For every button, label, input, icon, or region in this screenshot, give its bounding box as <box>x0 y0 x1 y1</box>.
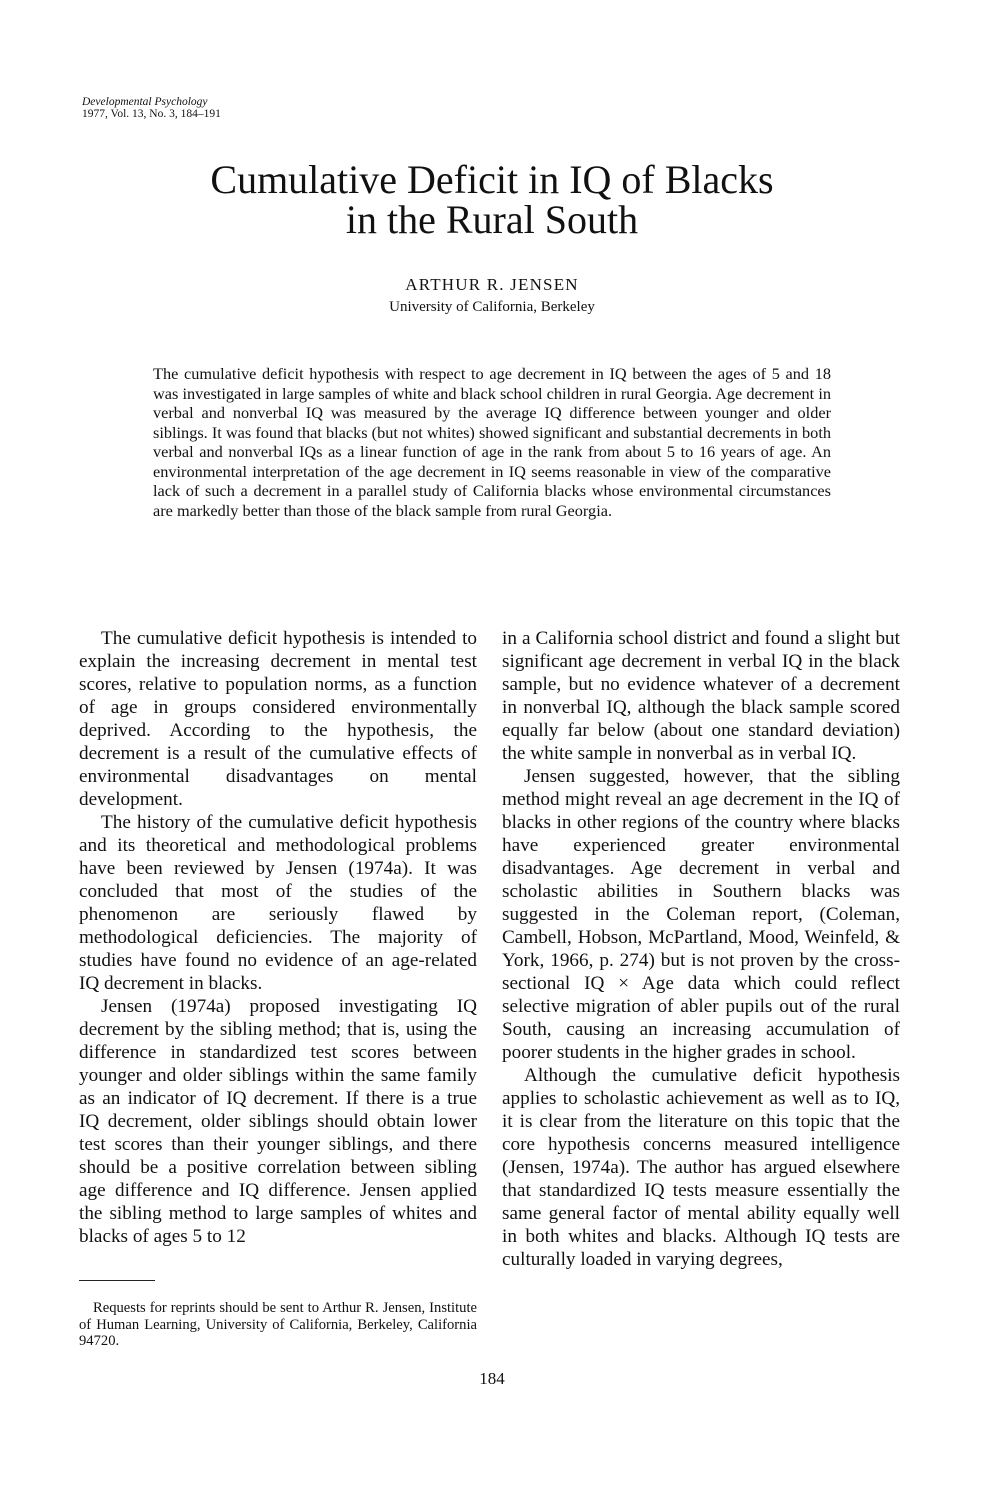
abstract: The cumulative deficit hypothesis with respect to age decrement in IQ between the ages of 5 and 18 was investigated in large samples of white and black school children in rural Georgia. Age decrement in verbal and nonverbal IQ was measured by the average IQ difference between younger and older siblings. It was found that blacks (but not whites) showed significant and substantial decrements in both verbal and nonverbal IQs as a linear function of age in the rank from about 5 to 16 years of age. An environmental interpretation of the age decrement in IQ seems reasonable in view of the comparative lack of such a decrement in a parallel study of California blacks whose environmental circumstances are markedly better than those of the black sample from rural Georgia. <box>153 364 831 520</box>
page-number: 184 <box>479 1369 505 1388</box>
author-name: ARTHUR R. JENSEN <box>405 275 579 294</box>
journal-volume: 1977, Vol. 13, No. 3, 184–191 <box>82 108 221 120</box>
author-affiliation: University of California, Berkeley <box>389 299 595 315</box>
footnote: Requests for reprints should be sent to Arthur R. Jensen, Institute of Human Learning, University of California, Berkeley, California 94720. <box>79 1300 477 1349</box>
body-paragraph: Jensen (1974a) proposed investigating IQ decrement by the sibling method; that is, using the difference in standardized test scores between younger and older siblings within the same family as an indicator of IQ decrement. If there is a true IQ decrement, older siblings should obtain lower test scores than their younger siblings, and there should be a positive correlation between sibling age difference and IQ difference. Jensen applied the sibling method to large samples of whites and blacks of ages 5 to 12 <box>79 996 477 1247</box>
left-column <box>79 627 477 1248</box>
journal-citation <box>82 96 382 120</box>
article-title <box>80 157 904 242</box>
right-column <box>502 627 900 1271</box>
body-paragraph-continuation: in a California school district and found a slight but significant age decrement in verbal IQ in the black sample, but no evidence whatever of a decrement in nonverbal IQ, although the black sample scored equally far below (about one standard deviation) the white sample in nonverbal as in verbal IQ. <box>502 628 900 764</box>
body-paragraph: The history of the cumulative deficit hypothesis and its theoretical and methodological problems have been reviewed by Jensen (1974a). It was concluded that most of the studies of the phenomenon are seriously flawed by methodological deficiencies. The majority of studies have found no evidence of an age-related IQ decrement in blacks. <box>79 812 477 994</box>
footnote-divider <box>79 1280 155 1281</box>
body-paragraph: Although the cumulative deficit hypothesis applies to scholastic achievement as well as to IQ, it is clear from the literature on this topic that the core hypothesis concerns measured intelligence (Jensen, 1974a). The author has argued elsewhere that standardized IQ tests measure essentially the same general factor of mental ability equally well in both whites and blacks. Although IQ tests are culturally loaded in varying degrees, <box>502 1065 900 1270</box>
article-title-line-2: in the Rural South <box>345 197 639 242</box>
journal-name: Developmental Psychology <box>82 96 208 108</box>
body-paragraph: Jensen suggested, however, that the sibling method might reveal an age decrement in the IQ of blacks in other regions of the country where blacks have experienced greater environmental disadvantages. Age decrement in verbal and scholastic abilities in Southern blacks was suggested in the Coleman report, (Coleman, Cambell, Hobson, McPartland, Mood, Weinfeld, & York, 1966, p. 274) but is not proven by the cross-sectional IQ × Age data which could reflect selective migration of abler pupils out of the rural South, causing an increasing accumulation of poorer students in the higher grades in school. <box>502 766 900 1063</box>
body-paragraph: The cumulative deficit hypothesis is intended to explain the increasing decrement in mental test scores, relative to population norms, as a function of age in groups considered environmentally deprived. According to the hypothesis, the decrement is a result of the cumulative effects of environmental disadvantages on mental development. <box>79 628 477 810</box>
article-title-line-1: Cumulative Deficit in IQ of Blacks <box>210 157 774 202</box>
